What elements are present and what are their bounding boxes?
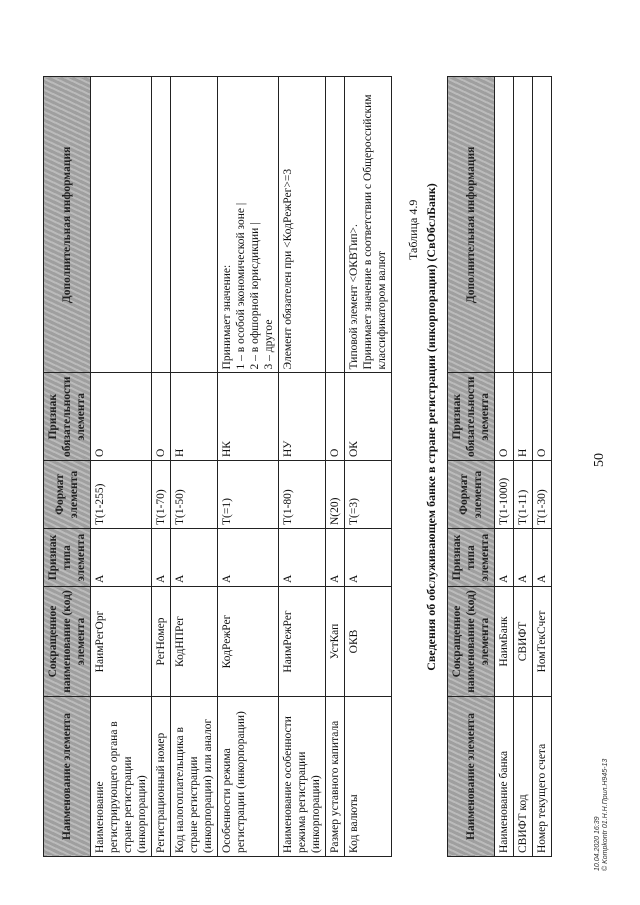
table-cell: Типовой элемент <ОКВТип>. Принимает значение в соответствии с Общероссийским классификатором валют <box>345 77 392 373</box>
header-cell: Признак обязательности элемента <box>448 373 495 461</box>
table-row <box>152 77 171 857</box>
table-cell <box>533 77 552 373</box>
header-cell: Дополнительная информация <box>448 77 495 373</box>
table-cell: T(1-80) <box>279 461 326 529</box>
table-cell: О <box>326 373 345 461</box>
footer-doc-code: © Kompkontr 01.H.H.Прил.Н945-13 <box>602 758 609 871</box>
table-cell: А <box>495 529 514 587</box>
table-cell: О <box>91 373 152 461</box>
table-row <box>495 77 514 857</box>
table-cell: НУ <box>279 373 326 461</box>
header-cell: Признак типа элемента <box>448 529 495 587</box>
table-cell: Код налогоплательщика в стране регистрации (инкорпорации) или аналог <box>171 697 218 857</box>
table-cell: А <box>152 529 171 587</box>
header-cell: Сокращенное наименование (код) элемента <box>44 587 91 697</box>
table-row <box>514 77 533 857</box>
footer-date: 10.04.2020 16:39 <box>594 816 601 871</box>
header-cell: Наименование элемента <box>448 697 495 857</box>
table-cell: Код валюты <box>345 697 392 857</box>
table-cell: Номер текущего счета <box>533 697 552 857</box>
table-cell: О <box>533 373 552 461</box>
table-cell <box>514 77 533 373</box>
table-cell: А <box>279 529 326 587</box>
table-row <box>171 77 218 857</box>
table-cell: НаимРежРег <box>279 587 326 697</box>
bank-table-header-row <box>448 77 495 857</box>
table-cell: Принимает значение: 1 – в особой экономической зоне | 2 – в офшорной юрисдикции | 3 – другое <box>218 77 279 373</box>
table-cell: РегНомер <box>152 587 171 697</box>
table-cell: КодНПРег <box>171 587 218 697</box>
table-row <box>345 77 392 857</box>
table-cell: Регистрационный номер <box>152 697 171 857</box>
header-cell: Признак обязательности элемента <box>44 373 91 461</box>
header-cell: Сокращенное наименование (код) элемента <box>448 587 495 697</box>
table-caption: Таблица 4.9 <box>406 199 420 260</box>
table-cell: НаимБанк <box>495 587 514 697</box>
table-cell: T(1-70) <box>152 461 171 529</box>
table-cell: НаимРегОрг <box>91 587 152 697</box>
table-cell: N(20) <box>326 461 345 529</box>
table-cell: А <box>326 529 345 587</box>
table-cell: КодРежРег <box>218 587 279 697</box>
header-cell: Формат элемента <box>448 461 495 529</box>
table-cell: Н <box>514 373 533 461</box>
table-cell <box>171 77 218 373</box>
table-cell: А <box>533 529 552 587</box>
table-cell: T(1-30) <box>533 461 552 529</box>
table-cell: О <box>495 373 514 461</box>
table-cell: А <box>514 529 533 587</box>
table-cell: T(=3) <box>345 461 392 529</box>
table-cell: О <box>152 373 171 461</box>
table-row <box>326 77 345 857</box>
footer-stamp <box>594 759 610 871</box>
main-table-header-row <box>44 77 91 857</box>
table-cell: НК <box>218 373 279 461</box>
table-cell: Наименование банка <box>495 697 514 857</box>
table-cell: Размер уставного капитала <box>326 697 345 857</box>
table-title: Сведения об обслуживающем банке в стране регистрации (инкорпорации) (СвОбслБанк) <box>424 183 438 671</box>
table-cell: T(1-1000) <box>495 461 514 529</box>
main-table <box>43 76 392 857</box>
header-cell: Дополнительная информация <box>44 77 91 373</box>
table-row <box>218 77 279 857</box>
table-cell: СВИФТ <box>514 587 533 697</box>
table-cell: А <box>345 529 392 587</box>
table-row <box>279 77 326 857</box>
table-cell <box>152 77 171 373</box>
table-cell <box>91 77 152 373</box>
header-cell: Признак типа элемента <box>44 529 91 587</box>
table-cell: Н <box>171 373 218 461</box>
table-cell: А <box>91 529 152 587</box>
table-row <box>91 77 152 857</box>
table-cell: Наименование регистрирующего органа в стране регистрации (инкорпорации) <box>91 697 152 857</box>
table-cell: T(1-11) <box>514 461 533 529</box>
table-cell: T(=1) <box>218 461 279 529</box>
table-cell: Элемент обязателен при <КодРежРег>=3 <box>279 77 326 373</box>
table-cell: А <box>218 529 279 587</box>
table-cell: Особенности режима регистрации (инкорпорации) <box>218 697 279 857</box>
page-number: 50 <box>592 453 607 467</box>
table-cell: УстКап <box>326 587 345 697</box>
table-cell: НомТекСчет <box>533 587 552 697</box>
header-cell: Формат элемента <box>44 461 91 529</box>
table-cell: Наименование особенности режима регистрации (инкорпорации) <box>279 697 326 857</box>
table-row <box>533 77 552 857</box>
table-cell <box>495 77 514 373</box>
table-cell: ОКВ <box>345 587 392 697</box>
table-cell <box>326 77 345 373</box>
table-cell: ОК <box>345 373 392 461</box>
table-cell: T(1-255) <box>91 461 152 529</box>
table-cell: T(1-50) <box>171 461 218 529</box>
table-cell: А <box>171 529 218 587</box>
bank-table <box>447 76 552 857</box>
table-cell: СВИФТ код <box>514 697 533 857</box>
header-cell: Наименование элемента <box>44 697 91 857</box>
